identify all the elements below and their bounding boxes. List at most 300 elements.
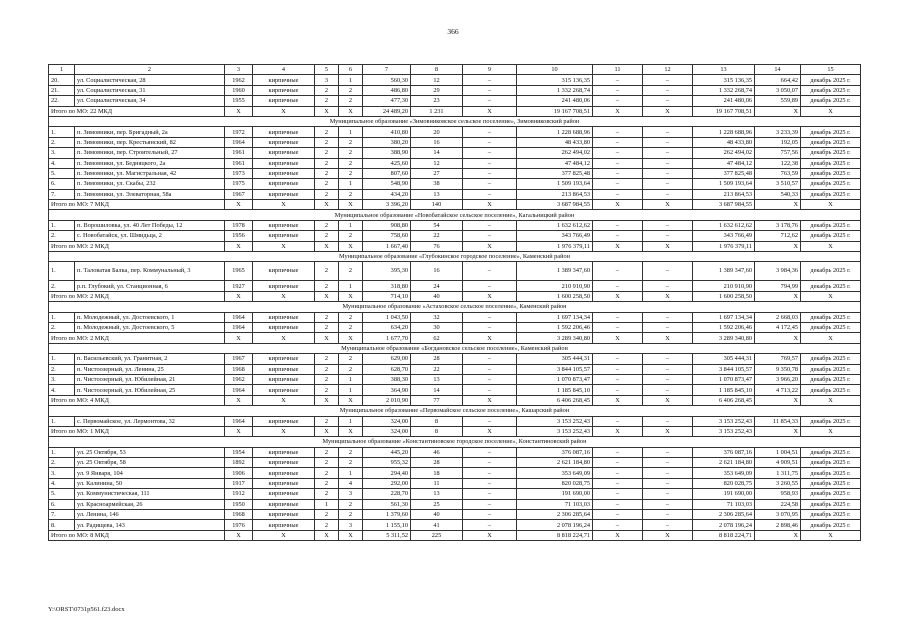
- table-cell: 2: [315, 354, 339, 364]
- table-cell: 8.: [49, 520, 75, 530]
- table-cell: декабрь 2025 г.: [801, 179, 861, 189]
- table-cell: 29: [411, 85, 463, 95]
- table-cell: ул. Социалистическая, 34: [75, 96, 225, 106]
- subtotal-row: [49, 241, 861, 251]
- table-cell: 1.: [49, 354, 75, 364]
- table-cell: 1950: [225, 499, 253, 509]
- table-cell: –: [593, 96, 643, 106]
- table-cell: декабрь 2025 г.: [801, 168, 861, 178]
- table-cell: 5 311,52: [363, 530, 411, 540]
- table-cell: 2: [339, 158, 363, 168]
- table-cell: 4: [253, 65, 315, 75]
- table-cell: X: [801, 291, 861, 301]
- table-cell: 2: [339, 231, 363, 241]
- table-cell: –: [463, 127, 517, 137]
- table-cell: –: [643, 312, 693, 322]
- table-cell: 1964: [225, 312, 253, 322]
- table-cell: кирпичные: [253, 416, 315, 426]
- table-cell: X: [315, 200, 339, 210]
- table-cell: 3 396,20: [363, 200, 411, 210]
- table-cell: 2 306 285,64: [693, 510, 755, 520]
- table-cell: 8: [411, 416, 463, 426]
- table-cell: 958,93: [755, 489, 801, 499]
- table-cell: декабрь 2025 г.: [801, 478, 861, 488]
- table-cell: 22: [411, 231, 463, 241]
- section-header-row: [49, 210, 861, 220]
- table-row: [49, 364, 861, 374]
- table-cell: 13: [411, 189, 463, 199]
- table-cell: декабрь 2025 г.: [801, 158, 861, 168]
- table-cell: декабрь 2025 г.: [801, 281, 861, 291]
- section-header-row: [49, 406, 861, 416]
- table-cell: 1: [339, 374, 363, 384]
- table-cell: –: [463, 220, 517, 230]
- table-cell: декабрь 2025 г.: [801, 322, 861, 332]
- table-cell: –: [643, 447, 693, 457]
- table-cell: –: [463, 385, 517, 395]
- table-cell: 40: [411, 291, 463, 301]
- table-row: [49, 510, 861, 520]
- table-cell: 2: [315, 231, 339, 241]
- table-cell: кирпичные: [253, 468, 315, 478]
- table-cell: X: [755, 426, 801, 436]
- table-cell: 2: [315, 262, 339, 281]
- table-cell: 21.: [49, 85, 75, 95]
- table-cell: –: [463, 447, 517, 457]
- table-cell: 210 910,90: [693, 281, 755, 291]
- table-cell: 48 433,80: [517, 137, 593, 147]
- table-cell: 213 864,53: [693, 189, 755, 199]
- table-cell: 11 854,33: [755, 416, 801, 426]
- table-cell: 2: [339, 96, 363, 106]
- table-cell: кирпичные: [253, 231, 315, 241]
- table-cell: 318,80: [363, 281, 411, 291]
- table-cell: 1 697 134,34: [693, 312, 755, 322]
- table-cell: X: [593, 241, 643, 251]
- table-cell: –: [593, 231, 643, 241]
- table-row: [49, 374, 861, 384]
- table-cell: 3: [339, 489, 363, 499]
- table-cell: Итого по МО: 4 МКД: [49, 395, 225, 405]
- table-cell: кирпичные: [253, 520, 315, 530]
- table-cell: X: [339, 106, 363, 116]
- table-cell: 1 311,75: [755, 468, 801, 478]
- table-cell: 1: [339, 179, 363, 189]
- table-cell: X: [315, 530, 339, 540]
- table-cell: –: [593, 364, 643, 374]
- table-cell: 210 910,90: [517, 281, 593, 291]
- table-cell: 1.: [49, 220, 75, 230]
- table-cell: –: [643, 281, 693, 291]
- table-cell: X: [315, 241, 339, 251]
- table-cell: 16: [411, 137, 463, 147]
- table-cell: декабрь 2025 г.: [801, 458, 861, 468]
- table-cell: декабрь 2025 г.: [801, 468, 861, 478]
- table-cell: 364,90: [363, 385, 411, 395]
- table-cell: кирпичные: [253, 168, 315, 178]
- table-cell: 2: [339, 447, 363, 457]
- table-cell: 1973: [225, 168, 253, 178]
- table-cell: –: [593, 189, 643, 199]
- table-cell: X: [339, 291, 363, 301]
- table-cell: декабрь 2025 г.: [801, 85, 861, 95]
- table-cell: 410,80: [363, 127, 411, 137]
- table-cell: декабрь 2025 г.: [801, 416, 861, 426]
- table-cell: –: [593, 458, 643, 468]
- table-cell: –: [643, 127, 693, 137]
- table-cell: –: [593, 75, 643, 85]
- table-cell: 2: [315, 158, 339, 168]
- table-cell: X: [593, 200, 643, 210]
- table-cell: 2 078 196,24: [693, 520, 755, 530]
- table-cell: 192,05: [755, 137, 801, 147]
- table-cell: –: [463, 354, 517, 364]
- table-cell: 6.: [49, 499, 75, 509]
- table-cell: X: [463, 241, 517, 251]
- table-cell: –: [463, 510, 517, 520]
- table-cell: X: [225, 291, 253, 301]
- table-cell: 1917: [225, 478, 253, 488]
- table-cell: 54: [411, 220, 463, 230]
- table-cell: X: [643, 426, 693, 436]
- table-row: [49, 137, 861, 147]
- table-cell: кирпичные: [253, 75, 315, 85]
- section-header-row: [49, 343, 861, 353]
- table-cell: –: [593, 385, 643, 395]
- table-cell: 757,56: [755, 148, 801, 158]
- table-cell: X: [643, 106, 693, 116]
- table-cell: 2: [315, 96, 339, 106]
- table-cell: X: [801, 200, 861, 210]
- table-cell: 1962: [225, 374, 253, 384]
- table-cell: декабрь 2025 г.: [801, 262, 861, 281]
- table-cell: 7: [363, 65, 411, 75]
- table-cell: 2: [315, 374, 339, 384]
- table-cell: –: [593, 447, 643, 457]
- table-cell: 1 332 268,74: [517, 85, 593, 95]
- table-cell: 1912: [225, 489, 253, 499]
- section-header-row: [49, 252, 861, 262]
- table-cell: –: [643, 478, 693, 488]
- table-cell: кирпичные: [253, 478, 315, 488]
- table-cell: –: [643, 168, 693, 178]
- table-cell: 1 389 347,60: [693, 262, 755, 281]
- table-cell: X: [225, 426, 253, 436]
- table-cell: 1 379,60: [363, 510, 411, 520]
- table-cell: –: [463, 281, 517, 291]
- table-cell: 908,80: [363, 220, 411, 230]
- table-cell: 2.: [49, 322, 75, 332]
- table-cell: 2: [315, 168, 339, 178]
- table-cell: X: [755, 333, 801, 343]
- table-cell: кирпичные: [253, 499, 315, 509]
- table-cell: 228,70: [363, 489, 411, 499]
- table-cell: декабрь 2025 г.: [801, 231, 861, 241]
- table-cell: 540,33: [755, 189, 801, 199]
- table-cell: –: [593, 158, 643, 168]
- table-cell: –: [643, 179, 693, 189]
- table-cell: кирпичные: [253, 385, 315, 395]
- table-cell: 62: [411, 333, 463, 343]
- table-cell: 224,58: [755, 499, 801, 509]
- table-cell: 28: [411, 354, 463, 364]
- table-cell: 2 306 285,64: [517, 510, 593, 520]
- table-cell: 2: [315, 312, 339, 322]
- table-cell: 15: [801, 65, 861, 75]
- table-cell: 3 687 984,55: [693, 200, 755, 210]
- table-cell: 2: [339, 168, 363, 178]
- table-cell: X: [315, 395, 339, 405]
- table-cell: 2: [315, 220, 339, 230]
- table-cell: Муниципальное образование «Новобатайское сельское поселение», Кагальницкий район: [49, 210, 861, 220]
- table-cell: Итого по МО: 2 МКД: [49, 291, 225, 301]
- table-cell: X: [315, 291, 339, 301]
- table-cell: 13: [411, 374, 463, 384]
- table-cell: 1976: [225, 520, 253, 530]
- table-row: [49, 416, 861, 426]
- table-row: [49, 75, 861, 85]
- table-cell: 377 825,48: [517, 168, 593, 178]
- table-cell: кирпичные: [253, 281, 315, 291]
- table-row: [49, 189, 861, 199]
- table-cell: кирпичные: [253, 220, 315, 230]
- table-cell: 38: [411, 179, 463, 189]
- table-cell: 1.: [49, 416, 75, 426]
- table-cell: 2 898,46: [755, 520, 801, 530]
- table-cell: 388,90: [363, 148, 411, 158]
- table-cell: 2: [339, 148, 363, 158]
- table-cell: 794,99: [755, 281, 801, 291]
- table-cell: –: [463, 416, 517, 426]
- table-cell: X: [463, 106, 517, 116]
- table-cell: 5.: [49, 489, 75, 499]
- table-cell: –: [643, 220, 693, 230]
- table-cell: X: [225, 530, 253, 540]
- table-cell: 2.: [49, 458, 75, 468]
- table-cell: 561,30: [363, 499, 411, 509]
- table-cell: 1 332 268,74: [693, 85, 755, 95]
- table-row: [49, 158, 861, 168]
- table-cell: ул. Социалистическая, 28: [75, 75, 225, 85]
- table-cell: 2: [315, 189, 339, 199]
- table-cell: 20.: [49, 75, 75, 85]
- table-cell: 1965: [225, 262, 253, 281]
- table-row: [49, 312, 861, 322]
- table-cell: 140: [411, 200, 463, 210]
- table-cell: 1: [339, 416, 363, 426]
- table-cell: кирпичные: [253, 489, 315, 499]
- table-cell: 24: [411, 281, 463, 291]
- table-cell: декабрь 2025 г.: [801, 137, 861, 147]
- section-header-row: [49, 116, 861, 126]
- table-cell: кирпичные: [253, 127, 315, 137]
- table-cell: 353 649,09: [517, 468, 593, 478]
- table-cell: 1961: [225, 148, 253, 158]
- table-cell: –: [643, 96, 693, 106]
- table-cell: –: [463, 489, 517, 499]
- table-cell: –: [593, 281, 643, 291]
- table-cell: X: [225, 241, 253, 251]
- table-cell: кирпичные: [253, 262, 315, 281]
- table-cell: 262 494,02: [693, 148, 755, 158]
- table-cell: 2: [315, 489, 339, 499]
- subtotal-row: [49, 291, 861, 301]
- table-cell: 343 766,49: [517, 231, 593, 241]
- table-cell: X: [643, 200, 693, 210]
- table-cell: 225: [411, 530, 463, 540]
- table-cell: –: [593, 85, 643, 95]
- subtotal-row: [49, 530, 861, 540]
- table-cell: Итого по МО: 8 МКД: [49, 530, 225, 540]
- table-cell: X: [339, 333, 363, 343]
- table-cell: 6: [339, 65, 363, 75]
- table-cell: 376 087,16: [693, 447, 755, 457]
- table-cell: X: [463, 333, 517, 343]
- table-cell: X: [225, 106, 253, 116]
- table-cell: –: [463, 364, 517, 374]
- table-cell: 2: [315, 322, 339, 332]
- table-cell: 1 600 258,50: [693, 291, 755, 301]
- table-cell: X: [225, 333, 253, 343]
- table-row: [49, 220, 861, 230]
- table-cell: 1: [339, 281, 363, 291]
- table-cell: X: [643, 395, 693, 405]
- table-cell: 3 070,95: [755, 510, 801, 520]
- table-cell: 2.: [49, 281, 75, 291]
- table-cell: п. Ворошиловка, ул. 40 Лет Победы, 12: [75, 220, 225, 230]
- table-cell: 23: [411, 96, 463, 106]
- table-row: [49, 489, 861, 499]
- table-cell: 3 153 252,43: [517, 426, 593, 436]
- table-cell: –: [463, 148, 517, 158]
- table-cell: 2: [339, 322, 363, 332]
- table-cell: п. Зимовники, пер. Строительный, 27: [75, 148, 225, 158]
- table-cell: X: [593, 291, 643, 301]
- table-cell: –: [643, 85, 693, 95]
- table-row: [49, 85, 861, 95]
- table-cell: 8: [411, 65, 463, 75]
- table-cell: 3: [315, 75, 339, 85]
- table-cell: X: [253, 241, 315, 251]
- subtotal-row: [49, 106, 861, 116]
- table-cell: 241 480,06: [517, 96, 593, 106]
- table-cell: –: [463, 85, 517, 95]
- table-cell: декабрь 2025 г.: [801, 127, 861, 137]
- table-cell: 3 984,36: [755, 262, 801, 281]
- table-row: [49, 385, 861, 395]
- table-cell: –: [593, 354, 643, 364]
- table-cell: 1: [339, 385, 363, 395]
- table-cell: 3: [339, 520, 363, 530]
- table-cell: Итого по МО: 2 МКД: [49, 241, 225, 251]
- table-cell: декабрь 2025 г.: [801, 312, 861, 322]
- table-cell: 1.: [49, 127, 75, 137]
- table-cell: 2.: [49, 364, 75, 374]
- table-cell: X: [253, 333, 315, 343]
- table-cell: 4 713,22: [755, 385, 801, 395]
- table-cell: 40: [411, 510, 463, 520]
- table-cell: декабрь 2025 г.: [801, 75, 861, 85]
- table-cell: декабрь 2025 г.: [801, 374, 861, 384]
- table-cell: 14: [411, 148, 463, 158]
- table-cell: 1.: [49, 447, 75, 457]
- table-cell: –: [643, 374, 693, 384]
- table-cell: X: [755, 395, 801, 405]
- table-cell: 2 010,90: [363, 395, 411, 405]
- table-cell: кирпичные: [253, 137, 315, 147]
- table-cell: 1961: [225, 158, 253, 168]
- table-cell: 1 600 258,50: [517, 291, 593, 301]
- table-cell: 1967: [225, 354, 253, 364]
- table-cell: 1 231: [411, 106, 463, 116]
- table-cell: кирпичные: [253, 179, 315, 189]
- table-cell: 12: [411, 75, 463, 85]
- table-row: [49, 322, 861, 332]
- table-cell: 1: [49, 65, 75, 75]
- table-cell: –: [643, 322, 693, 332]
- table-cell: –: [463, 322, 517, 332]
- table-cell: X: [339, 241, 363, 251]
- table-cell: декабрь 2025 г.: [801, 499, 861, 509]
- table-cell: 3 050,07: [755, 85, 801, 95]
- table-cell: X: [755, 106, 801, 116]
- table-cell: –: [643, 520, 693, 530]
- table-cell: 213 864,53: [517, 189, 593, 199]
- table-cell: 3 153 252,43: [517, 416, 593, 426]
- table-cell: –: [593, 127, 643, 137]
- table-cell: 3 260,55: [755, 478, 801, 488]
- table-cell: X: [339, 200, 363, 210]
- table-cell: 1: [339, 127, 363, 137]
- table-cell: 4.: [49, 478, 75, 488]
- table-cell: 2 668,03: [755, 312, 801, 322]
- table-row: [49, 499, 861, 509]
- table-cell: декабрь 2025 г.: [801, 96, 861, 106]
- table-cell: –: [593, 499, 643, 509]
- table-cell: 2: [339, 189, 363, 199]
- table-cell: декабрь 2025 г.: [801, 189, 861, 199]
- table-cell: Итого по МО: 22 МКД: [49, 106, 225, 116]
- table-cell: 5: [315, 65, 339, 75]
- table-cell: –: [643, 137, 693, 147]
- table-cell: X: [253, 106, 315, 116]
- table-cell: кирпичные: [253, 312, 315, 322]
- table-cell: 1 228 688,96: [693, 127, 755, 137]
- table-cell: 445,20: [363, 447, 411, 457]
- table-cell: 3 289 340,80: [693, 333, 755, 343]
- table-cell: 1964: [225, 137, 253, 147]
- table-cell: 25: [411, 499, 463, 509]
- table-cell: ул. Калинина, 50: [75, 478, 225, 488]
- table-cell: 24 489,20: [363, 106, 411, 116]
- table-cell: –: [463, 96, 517, 106]
- table-cell: п. Молодежный, ул. Достоевского, 1: [75, 312, 225, 322]
- table-cell: декабрь 2025 г.: [801, 220, 861, 230]
- table-cell: 1968: [225, 510, 253, 520]
- table-cell: X: [643, 530, 693, 540]
- table-cell: ул. 9 Января, 104: [75, 468, 225, 478]
- table-cell: –: [643, 364, 693, 374]
- table-cell: 2: [339, 510, 363, 520]
- table-cell: 1.: [49, 262, 75, 281]
- table-cell: 1.: [49, 312, 75, 322]
- table-cell: –: [593, 510, 643, 520]
- table-cell: ул. Социалистическая, 31: [75, 85, 225, 95]
- table-cell: –: [463, 231, 517, 241]
- table-cell: Муниципальное образование «Константиновское городское поселение», Константиновский район: [49, 437, 861, 447]
- table-cell: п. Молодежный, ул. Достоевского, 5: [75, 322, 225, 332]
- table-cell: 559,89: [755, 96, 801, 106]
